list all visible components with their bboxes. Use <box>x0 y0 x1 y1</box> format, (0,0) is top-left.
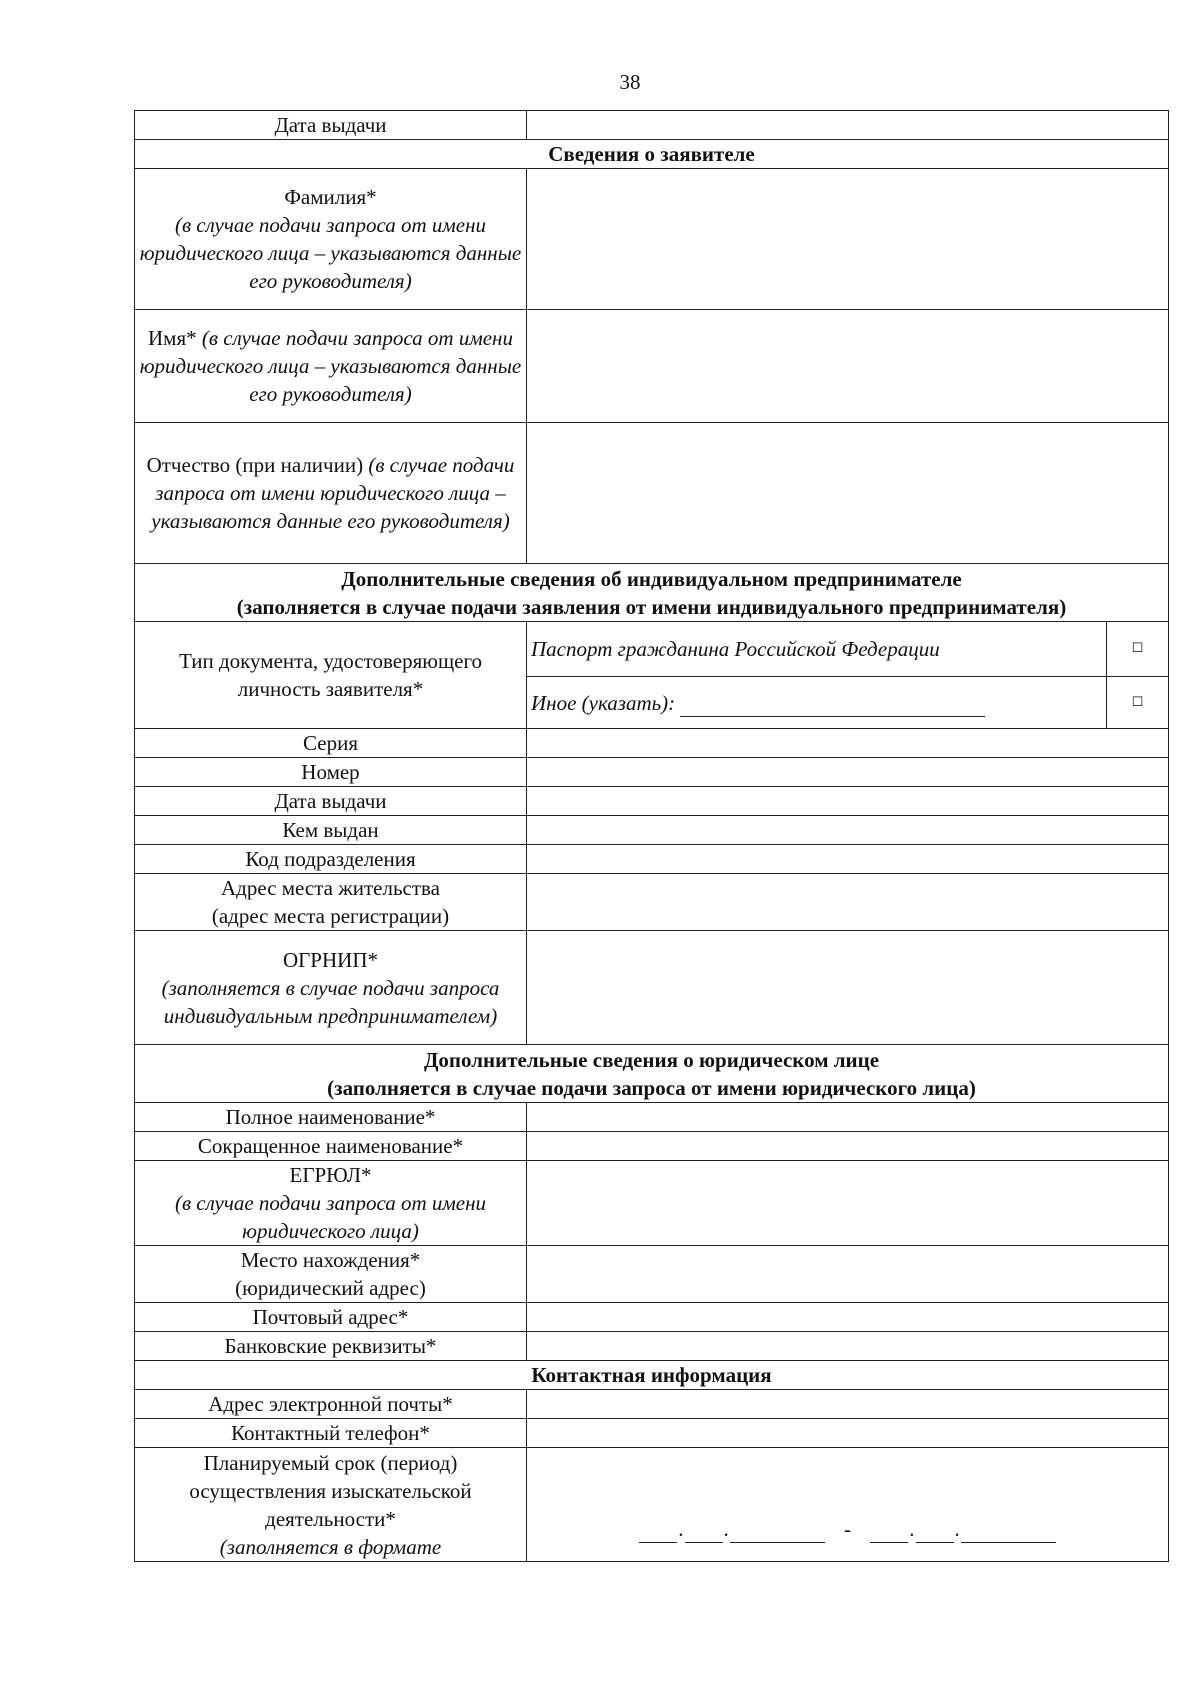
row-location <box>135 1246 1169 1303</box>
end-month-field[interactable] <box>916 1522 954 1543</box>
number-label: Номер <box>135 758 527 787</box>
entrepreneur-section-header <box>135 564 1169 622</box>
full-name-label: Полное наименование* <box>135 1103 527 1132</box>
end-day-field[interactable] <box>870 1522 908 1543</box>
row-name <box>135 310 1169 423</box>
row-short-name <box>135 1132 1169 1161</box>
email-label: Адрес электронной почты* <box>135 1390 527 1419</box>
postal-address-label: Почтовый адрес* <box>135 1303 527 1332</box>
checkbox-other[interactable]: ☐ <box>1107 677 1169 729</box>
start-month-field[interactable] <box>685 1522 723 1543</box>
application-form-table <box>134 110 1169 1562</box>
ogrnip-note: (заполняется в случае подачи запроса индивидуальным предпринимателем) <box>161 975 500 1028</box>
row-ogrnip <box>135 931 1169 1045</box>
row-bank-details <box>135 1332 1169 1361</box>
date-dot: . <box>678 1517 684 1541</box>
ogrnip-value-field[interactable] <box>527 931 1169 1045</box>
location-line2: (юридический адрес) <box>235 1276 426 1300</box>
surname-note: (в случае подачи запроса от имени юридического лица – указываются данные его руководителя) <box>139 213 522 293</box>
postal-address-value-field[interactable] <box>527 1303 1169 1332</box>
patronymic-value-field[interactable] <box>527 423 1169 564</box>
row-division-code <box>135 845 1169 874</box>
division-code-value-field[interactable] <box>527 845 1169 874</box>
short-name-label: Сокращенное наименование* <box>135 1132 527 1161</box>
residence-address-label <box>135 874 527 931</box>
range-dash: - <box>844 1517 851 1541</box>
end-year-field[interactable] <box>961 1522 1056 1543</box>
egrul-label <box>135 1161 527 1246</box>
checkbox-passport[interactable]: ☐ <box>1107 622 1169 677</box>
date-dot: . <box>909 1517 915 1541</box>
patronymic-main: Отчество (при наличии) <box>146 453 364 477</box>
legal-entity-section-title <box>135 1045 1169 1103</box>
legal-entity-section-header <box>135 1045 1169 1103</box>
survey-period-value-field <box>527 1448 1169 1562</box>
row-issued-by <box>135 816 1169 845</box>
option-other-label: Иное (указать): <box>531 690 676 715</box>
date-dot: . <box>723 1517 729 1541</box>
number-value-field[interactable] <box>527 758 1169 787</box>
name-main: Имя* <box>148 326 197 350</box>
location-line1: Место нахождения* <box>240 1248 421 1272</box>
phone-value-field[interactable] <box>527 1419 1169 1448</box>
survey-period-note: (заполняется в формате <box>219 1534 442 1559</box>
phone-label: Контактный телефон* <box>135 1419 527 1448</box>
applicant-section-header <box>135 140 1169 169</box>
issue-date-value-field[interactable] <box>527 111 1169 140</box>
email-value-field[interactable] <box>527 1390 1169 1419</box>
entrepreneur-title-line1: Дополнительные сведения об индивидуальном предпринимателе <box>341 566 962 591</box>
series-value-field[interactable] <box>527 729 1169 758</box>
issued-by-label: Кем выдан <box>135 816 527 845</box>
survey-period-label <box>135 1448 527 1562</box>
legal-entity-title-line1: Дополнительные сведения о юридическом лице <box>423 1047 880 1072</box>
bank-details-label: Банковские реквизиты* <box>135 1332 527 1361</box>
division-code-label: Код подразделения <box>135 845 527 874</box>
surname-label <box>135 169 527 310</box>
name-note: (в случае подачи запроса от имени юридического лица – указываются данные его руководителя) <box>139 326 522 406</box>
row-patronymic <box>135 423 1169 564</box>
row-postal-address <box>135 1303 1169 1332</box>
issued-by-value-field[interactable] <box>527 816 1169 845</box>
doc-type-label: Тип документа, удостоверяющего личность заявителя* <box>135 622 527 729</box>
name-value-field[interactable] <box>527 310 1169 423</box>
row-egrul <box>135 1161 1169 1246</box>
row-survey-period <box>135 1448 1169 1562</box>
location-value-field[interactable] <box>527 1246 1169 1303</box>
surname-value-field[interactable] <box>527 169 1169 310</box>
legal-entity-title-line2: (заполняется в случае подачи запроса от имени юридического лица) <box>327 1075 976 1100</box>
row-series <box>135 729 1169 758</box>
option-passport-label: Паспорт гражданина Российской Федерации <box>527 622 1107 677</box>
location-label <box>135 1246 527 1303</box>
survey-period-main: Планируемый срок (период) осуществления изыскательской деятельности* <box>189 1450 472 1531</box>
row-full-name <box>135 1103 1169 1132</box>
egrul-main: ЕГРЮЛ* <box>289 1163 372 1187</box>
entrepreneur-section-title <box>135 564 1169 622</box>
contacts-section-header <box>135 1361 1169 1390</box>
ogrnip-main: ОГРНИП* <box>283 947 378 972</box>
row-surname <box>135 169 1169 310</box>
bank-details-value-field[interactable] <box>527 1332 1169 1361</box>
full-name-value-field[interactable] <box>527 1103 1169 1132</box>
contacts-section-title: Контактная информация <box>135 1361 1169 1390</box>
row-phone <box>135 1419 1169 1448</box>
name-label <box>135 310 527 423</box>
option-other-input-line[interactable] <box>680 698 985 717</box>
row-residence-address <box>135 874 1169 931</box>
row-email <box>135 1390 1169 1419</box>
row-number <box>135 758 1169 787</box>
issue-date-label: Дата выдачи <box>135 111 527 140</box>
residence-address-line2: (адрес места регистрации) <box>211 904 450 928</box>
egrul-value-field[interactable] <box>527 1161 1169 1246</box>
page-number: 38 <box>619 70 641 94</box>
row-doc-type-passport <box>135 622 1169 677</box>
entrepreneur-title-line2: (заполняется в случае подачи заявления от имени индивидуального предпринимателя) <box>236 594 1067 619</box>
row-issue-date-top <box>135 111 1169 140</box>
entrepreneur-issue-date-label: Дата выдачи <box>135 787 527 816</box>
surname-main: Фамилия* <box>284 185 377 209</box>
residence-address-value-field[interactable] <box>527 874 1169 931</box>
option-other-cell <box>527 677 1107 729</box>
series-label: Серия <box>135 729 527 758</box>
residence-address-line1: Адрес места жительства <box>221 876 440 900</box>
patronymic-note: (в случае подачи запроса от имени юридического лица – указываются данные его руководителя) <box>151 453 515 533</box>
patronymic-label <box>135 423 527 564</box>
entrepreneur-issue-date-value-field[interactable] <box>527 787 1169 816</box>
egrul-note: (в случае подачи запроса от имени юридического лица) <box>174 1191 487 1243</box>
date-dot: . <box>954 1517 960 1541</box>
applicant-section-title: Сведения о заявителе <box>135 140 1169 169</box>
start-year-field[interactable] <box>730 1522 825 1543</box>
row-entrepreneur-issue-date <box>135 787 1169 816</box>
ogrnip-label <box>135 931 527 1045</box>
start-day-field[interactable] <box>639 1522 677 1543</box>
short-name-value-field[interactable] <box>527 1132 1169 1161</box>
